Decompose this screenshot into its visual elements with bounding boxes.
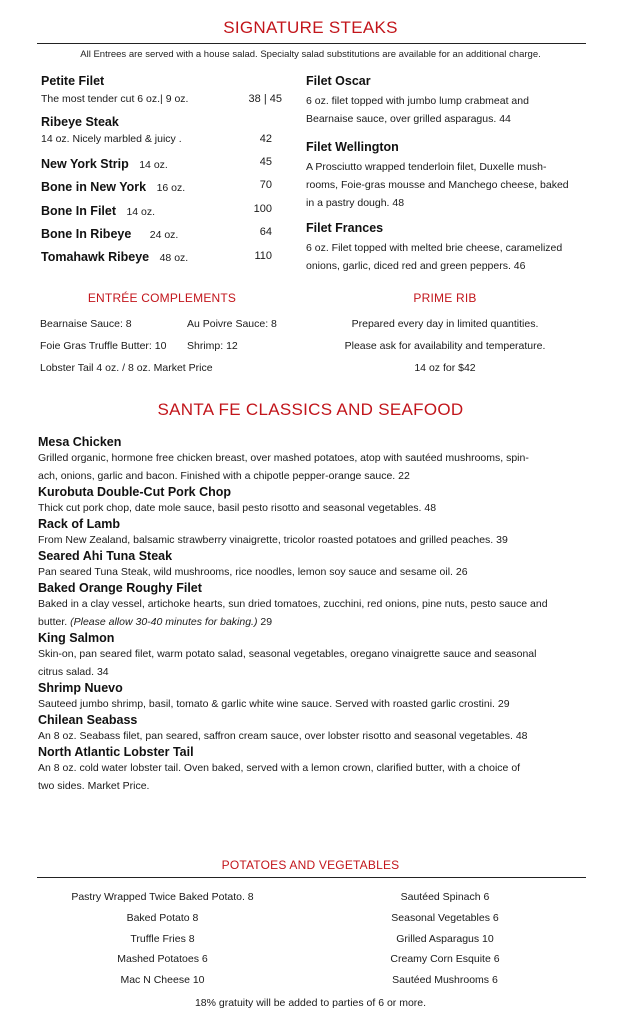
steak-name: Tomahawk Ribeye [41,250,150,264]
steak-row [41,155,168,173]
classic-desc: An 8 oz. cold water lobster tail. Oven baked, served with a lemon crown, clarified butter, with a choice of [38,762,521,774]
specialty-desc: 6 oz. filet topped with jumbo lump crabmeat and Bearnaise sauce, over grilled asparagus. 44 [306,95,529,125]
steak-row [41,202,155,220]
complement-item: Bearnaise Sauce: 8 [40,318,132,330]
classic-desc: butter. (Please allow 30-40 minutes for baking.) 29 [38,616,273,628]
classic-desc: Thick cut pork chop, date mole sauce, basil pesto risotto and seasonal vegetables. 48 [38,502,437,514]
steak-price: 110 [254,250,272,262]
steak-desc: The most tender cut 6 oz.| 9 oz. [41,93,189,105]
gratuity-note: 18% gratuity will be added to parties of 6 or more. [194,997,427,1009]
steak-price: 38 | 45 [248,93,282,105]
classic-name: Seared Ahi Tuna Steak [38,549,173,563]
steak-price: 70 [259,179,272,191]
prime-rib-line: Please ask for availability and temperature. [344,340,546,352]
specialty-desc: A Prosciutto wrapped tenderloin filet, Duxelle mush- rooms, Foie-gras mousse and Manchego cheese, baked in a pastry dough. 48 [306,161,569,209]
side-item: Baked Potato 8 [126,911,199,924]
side-item: Truffle Fries 8 [130,932,195,945]
side-item: Sautéed Spinach 6 [400,891,490,903]
classic-desc: Baked in a clay vessel, artichoke hearts, sun dried tomatoes, zucchini, red onions, pine nuts, pesto sauce and [38,598,548,610]
classic-name: Baked Orange Roughy Filet [38,581,202,595]
complement-item: Au Poivre Sauce: 8 [187,318,277,330]
classic-name: King Salmon [38,631,115,645]
side-item: Creamy Corn Esquite 6 [390,953,500,966]
classics-title: SANTA FE CLASSICS AND SEAFOOD [157,400,464,419]
sides-left-column [40,887,285,991]
steak-name: Bone in New York [41,180,147,194]
classic-name: Kurobuta Double-Cut Pork Chop [38,485,232,499]
side-item: Seasonal Vegetables 6 [391,911,499,924]
classic-name: North Atlantic Lobster Tail [38,745,194,759]
side-item: Mashed Potatoes 6 [117,953,208,966]
classic-name: Shrimp Nuevo [38,681,123,695]
prime-rib-title: PRIME RIB [413,291,477,305]
classics-list [38,435,588,795]
complements-title: ENTRÉE COMPLEMENTS [87,291,237,305]
prime-rib-line: 14 oz for $42 [414,362,476,374]
side-item: Mac N Cheese 10 [120,974,205,987]
classic-desc: Skin-on, pan seared filet, warm potato salad, seasonal vegetables, oregano vinaigrette sauce and seasonal [38,648,537,660]
classic-name: Rack of Lamb [38,517,120,531]
classic-name: Mesa Chicken [38,435,122,449]
steak-row [41,225,178,243]
classic-desc: two sides. Market Price. [38,780,150,792]
steak-name: New York Strip [41,157,129,171]
steak-price: 42 [259,133,272,145]
side-item: Sautéed Mushrooms 6 [392,974,498,987]
steak-price: 45 [259,156,272,168]
complement-item: Foie Gras Truffle Butter: 10 [40,340,167,352]
steak-size: 14 oz. [139,159,168,171]
steak-name: Bone In Ribeye [41,227,132,241]
specialty-desc: 6 oz. Filet topped with melted brie cheese, caramelized onions, garlic, diced red and green peppers. 46 [306,242,563,272]
complement-item: Shrimp: 12 [187,340,238,352]
steak-price: 64 [259,226,272,238]
title-rule [37,43,586,44]
classic-name: Chilean Seabass [38,713,138,727]
steak-size: 16 oz. [156,182,186,194]
steak-size: 48 oz. [159,252,189,264]
side-item: Grilled Asparagus 10 [396,932,494,945]
steak-name: Ribeye Steak [41,115,119,129]
complement-item: Lobster Tail 4 oz. / 8 oz. Market Price [40,362,213,374]
classic-desc: Grilled organic, hormone free chicken breast, over mashed potatoes, atop with sautéed mushrooms, spin- [38,452,529,464]
steak-row [41,248,188,266]
signature-steaks-title: SIGNATURE STEAKS [223,18,398,37]
steak-price: 100 [253,203,272,215]
classic-desc: Sauteed jumbo shrimp, basil, tomato & garlic white wine sauce. Served with roasted garlic crostini. 29 [38,698,510,710]
classic-desc: An 8 oz. Seabass filet, pan seared, saffron cream sauce, over lobster risotto and seasonal vegetables. 48 [38,730,528,742]
prime-rib-line: Prepared every day in limited quantities. [351,318,539,330]
specialty-name: Filet Frances [306,221,384,235]
steak-desc: 14 oz. Nicely marbled & juicy . [41,133,182,145]
steak-name: Petite Filet [41,74,105,88]
specialty-name: Filet Oscar [306,74,371,88]
steak-row [41,178,185,196]
side-item: Pastry Wrapped Twice Baked Potato. 8 [71,891,254,903]
sides-rule [37,877,586,878]
steak-size: 14 oz. [126,206,156,218]
entrees-note: All Entrees are served with a house salad. Specialty salad substitutions are available for an additional charge. [80,49,541,60]
sides-title: POTATOES AND VEGETABLES [221,858,400,872]
classic-desc: ach, onions, garlic and bacon. Finished with a chipotle pepper-orange sauce. 22 [38,470,410,482]
steak-size: 24 oz. [149,229,179,241]
steak-name: Bone In Filet [41,204,116,218]
classic-desc: Pan seared Tuna Steak, wild mushrooms, rice noodles, lemon soy sauce and sesame oil. 26 [38,566,468,578]
classic-desc: From New Zealand, balsamic strawberry vinaigrette, tricolor roasted potatoes and grilled peaches. 39 [38,534,508,546]
sides-right-column [345,887,545,991]
classic-desc: citrus salad. 34 [38,666,109,678]
specialty-name: Filet Wellington [306,140,399,154]
